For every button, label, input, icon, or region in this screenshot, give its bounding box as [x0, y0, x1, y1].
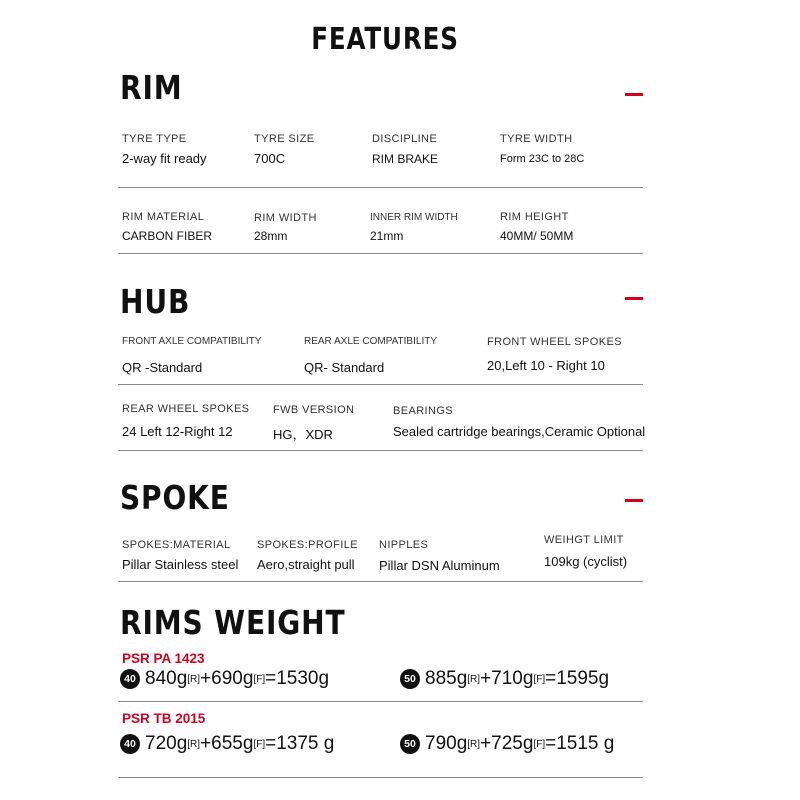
weight-row — [120, 733, 334, 755]
spec-value: CARBON FIBER — [122, 229, 213, 243]
front-tag: [F] — [533, 738, 546, 750]
rim-height-badge: 50 — [400, 734, 420, 754]
minus-icon[interactable] — [625, 93, 643, 96]
total-weight: =1595g — [545, 668, 610, 689]
spec-value: 2-way fit ready — [122, 151, 207, 166]
minus-icon[interactable] — [625, 499, 643, 502]
rear-weight: 790g — [425, 733, 468, 754]
divider — [118, 450, 643, 451]
rear-weight: 885g — [425, 668, 468, 689]
spec-label: SPOKES:PROFILE — [257, 539, 358, 551]
spec-label: RIM HEIGHT — [500, 211, 569, 223]
rear-tag: [R] — [467, 673, 481, 685]
rear-tag: [R] — [187, 673, 201, 685]
spec-label: RIM MATERIAL — [122, 211, 205, 223]
divider — [118, 187, 643, 188]
spec-label: FWB VERSION — [273, 404, 355, 416]
front-weight: +655g — [200, 733, 254, 754]
total-weight: =1375 g — [265, 733, 335, 754]
spec-value: 109kg (cyclist) — [544, 554, 628, 569]
divider — [118, 384, 643, 385]
rear-weight: 720g — [145, 733, 188, 754]
spec-value: 40MM/ 50MM — [500, 229, 574, 243]
spec-label: REAR WHEEL SPOKES — [122, 403, 250, 415]
spec-label: REAR AXLE COMPATIBILITY — [304, 336, 437, 347]
model-label: PSR PA 1423 — [122, 651, 205, 666]
spec-label: BEARINGS — [393, 405, 454, 417]
front-tag: [F] — [253, 673, 266, 685]
divider — [118, 581, 643, 582]
spec-label: DISCIPLINE — [372, 133, 438, 145]
divider — [118, 777, 643, 778]
spec-value: Form 23C to 28C — [500, 153, 585, 165]
total-weight: =1530g — [265, 668, 330, 689]
spec-label: NIPPLES — [379, 539, 429, 551]
model-label: PSR TB 2015 — [122, 711, 206, 726]
front-weight: +710g — [480, 668, 534, 689]
spec-value: 20,Left 10 - Right 10 — [487, 358, 605, 373]
spec-value: QR -Standard — [122, 360, 203, 375]
section-heading-hub: HUB — [120, 282, 191, 321]
spec-label: TYRE TYPE — [122, 133, 187, 145]
spec-label: SPOKES:MATERIAL — [122, 539, 231, 551]
spec-label: TYRE SIZE — [254, 133, 315, 145]
front-weight: +725g — [480, 733, 534, 754]
section-heading-rim: RIM — [120, 68, 183, 107]
weight-row — [120, 668, 329, 690]
spec-value: Aero,straight pull — [257, 557, 355, 572]
weight-row — [400, 668, 609, 690]
rear-tag: [R] — [467, 738, 481, 750]
spec-label: FRONT AXLE COMPATIBILITY — [122, 336, 262, 347]
total-weight: =1515 g — [545, 733, 615, 754]
spec-value: Pillar DSN Aluminum — [379, 558, 500, 573]
front-tag: [F] — [533, 673, 546, 685]
spec-label: RIM WIDTH — [254, 212, 317, 224]
page-title: FEATURES — [311, 22, 459, 57]
spec-label: WEIHGT LIMIT — [544, 534, 624, 546]
section-heading-spoke: SPOKE — [120, 478, 230, 517]
rim-height-badge: 50 — [400, 669, 420, 689]
spec-value: 24 Left 12-Right 12 — [122, 424, 233, 439]
minus-icon[interactable] — [625, 297, 643, 300]
weight-row — [400, 733, 614, 755]
divider — [118, 701, 643, 702]
divider — [118, 253, 643, 254]
spec-value: Pillar Stainless steel — [122, 557, 239, 572]
rim-height-badge: 40 — [120, 734, 140, 754]
rear-tag: [R] — [187, 738, 201, 750]
section-heading-rims-weight: RIMS WEIGHT — [120, 603, 346, 642]
spec-value: 28mm — [254, 229, 288, 243]
spec-value: Sealed cartridge bearings,Ceramic Optional — [393, 424, 646, 439]
rear-weight: 840g — [145, 668, 188, 689]
spec-value: HG，XDR — [273, 427, 333, 442]
spec-label: FRONT WHEEL SPOKES — [487, 336, 622, 348]
spec-value: 21mm — [370, 229, 404, 243]
spec-label: TYRE WIDTH — [500, 133, 573, 145]
spec-value: QR- Standard — [304, 360, 385, 375]
rim-height-badge: 40 — [120, 669, 140, 689]
spec-label: INNER RIM WIDTH — [370, 212, 458, 223]
spec-value: 700C — [254, 151, 286, 166]
front-weight: +690g — [200, 668, 254, 689]
front-tag: [F] — [253, 738, 266, 750]
spec-value: RIM BRAKE — [372, 152, 439, 166]
